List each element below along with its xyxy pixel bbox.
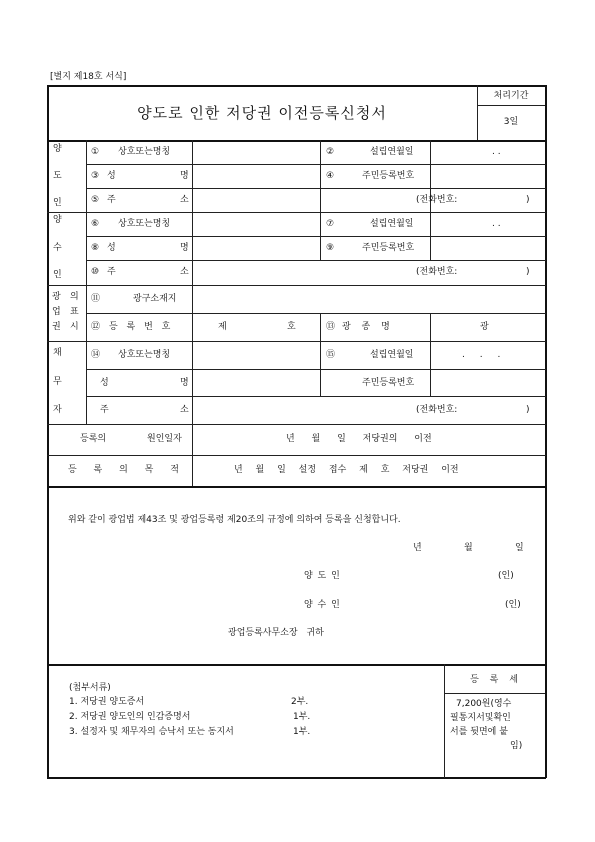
field-label: 주민등록번호 xyxy=(362,243,415,253)
date-month[interactable]: 월 xyxy=(464,543,473,553)
field-label: 상호또는명칭 xyxy=(118,219,171,229)
field-label: 명 xyxy=(180,378,189,388)
date-field[interactable]: . . xyxy=(492,219,501,229)
field-number: ⑫ xyxy=(91,322,101,332)
field-number: ⑮ xyxy=(326,350,336,360)
section-label: 자 xyxy=(53,405,62,415)
fee-line: 필통지서및확인 xyxy=(450,713,511,723)
field-label: 광 종 명 xyxy=(342,322,394,332)
section-label: 인 xyxy=(53,270,62,280)
field-number: ③ xyxy=(91,171,100,181)
field-number: ④ xyxy=(326,171,335,181)
date-field[interactable]: . . . xyxy=(462,350,507,360)
section-label: 광 xyxy=(52,292,61,302)
section-label: 도 xyxy=(53,171,62,181)
field-label: 주 xyxy=(107,267,116,277)
section-label: 시 xyxy=(70,322,79,332)
field-label: 명 xyxy=(180,171,189,181)
reg-purpose-label: 등 록 의 목 적 xyxy=(68,465,179,475)
reg-cause-value[interactable]: 년 월 일 저당권의 이전 xyxy=(286,434,432,444)
phone-close: ) xyxy=(526,405,530,415)
field-number: ⑤ xyxy=(91,195,100,205)
field-number: ⑥ xyxy=(91,219,100,229)
section-label: 의 xyxy=(70,292,79,302)
field-label: 성 xyxy=(100,378,109,388)
addressee: 광업등록사무소장 귀하 xyxy=(228,628,324,638)
reg-no-suffix: 호 xyxy=(287,322,296,332)
reg-cause-label: 원인일자 xyxy=(147,434,182,444)
frame-top xyxy=(47,85,546,87)
frame-bottom xyxy=(47,777,546,779)
field-number: ① xyxy=(91,147,100,157)
phone-close: ) xyxy=(526,267,530,277)
section-label: 표 xyxy=(70,307,79,317)
frame-left xyxy=(47,85,49,778)
section-label: 무 xyxy=(53,377,62,387)
section-label: 채 xyxy=(53,348,62,358)
date-year[interactable]: 년 xyxy=(413,543,422,553)
attachment-item: 1. 저당권 양도증서 xyxy=(69,697,145,707)
field-number: ⑬ xyxy=(326,322,336,332)
transferee-seal[interactable]: (인) xyxy=(505,600,521,610)
fee-line: 7,200원(영수 xyxy=(456,699,512,709)
field-label: 소 xyxy=(180,405,189,415)
field-label: 주민등록번호 xyxy=(362,171,415,181)
field-label: 설립연월일 xyxy=(370,219,414,229)
field-label: 소 xyxy=(180,267,189,277)
field-label: 주민등록번호 xyxy=(362,378,415,388)
reg-cause-label: 등록의 xyxy=(80,434,107,444)
field-label: 성 xyxy=(107,171,116,181)
field-label: 상호또는명칭 xyxy=(118,147,171,157)
field-label: 설립연월일 xyxy=(370,350,414,360)
fee-line: 서를 뒷면에 붙 xyxy=(450,727,508,737)
field-number: ⑨ xyxy=(326,243,335,253)
section-label: 수 xyxy=(53,243,62,253)
field-label: 설립연월일 xyxy=(370,147,414,157)
field-number: ⑦ xyxy=(326,219,335,229)
section-label: 인 xyxy=(53,198,62,208)
field-number: ⑪ xyxy=(91,294,101,304)
transferee-signer: 양 수 인 xyxy=(304,600,340,610)
form-title: 양도로 인한 저당권 이전등록신청서 xyxy=(137,104,387,122)
phone-label: (전화번호: xyxy=(416,267,458,277)
field-number: ⑭ xyxy=(91,350,101,360)
section-label: 양 xyxy=(53,215,62,225)
field-label: 성 xyxy=(107,243,116,253)
processing-label: 처리기간 xyxy=(493,91,529,101)
field-label: 주 xyxy=(100,405,109,415)
attachment-count: 2부. xyxy=(291,697,309,707)
field-label: 명 xyxy=(180,243,189,253)
processing-value: 3일 xyxy=(503,117,519,127)
attachment-item: 3. 설정자 및 채무자의 승낙서 또는 동지서 xyxy=(69,727,234,737)
attachment-count: 1부. xyxy=(293,727,311,737)
field-label: 광구소재지 xyxy=(133,294,177,304)
field-label: 소 xyxy=(180,195,189,205)
transferor-seal[interactable]: (인) xyxy=(498,571,514,581)
section-label: 업 xyxy=(52,307,61,317)
reg-no-prefix: 제 xyxy=(218,322,227,332)
transferor-signer: 양 도 인 xyxy=(304,571,340,581)
phone-label: (전화번호: xyxy=(416,405,458,415)
fee-line: 임) xyxy=(510,741,523,751)
attachments-header: (첨부서류) xyxy=(69,683,111,693)
reg-purpose-value[interactable]: 년 월 일 설정 접수 제 호 저당권 이전 xyxy=(234,465,459,475)
section-label: 권 xyxy=(52,322,61,332)
field-label: 상호또는명칭 xyxy=(118,350,171,360)
form-id: [별지 제18호 서식] xyxy=(50,72,127,82)
field-label: 주 xyxy=(107,195,116,205)
attachment-count: 1부. xyxy=(293,712,311,722)
mineral-suffix: 광 xyxy=(480,322,489,332)
date-field[interactable]: . . xyxy=(492,147,501,157)
section-label: 양 xyxy=(53,144,62,154)
field-number: ② xyxy=(326,147,335,157)
field-number: ⑧ xyxy=(91,243,100,253)
field-label: 등 록 번 호 xyxy=(109,322,174,332)
phone-close: ) xyxy=(526,195,530,205)
attachment-item: 2. 저당권 양도인의 인감증명서 xyxy=(69,712,191,722)
phone-label: (전화번호: xyxy=(416,195,458,205)
fee-label: 등 록 세 xyxy=(470,675,518,685)
date-day[interactable]: 일 xyxy=(515,543,524,553)
application-statement: 위와 같이 광업법 제43조 및 광업등록령 제20조의 규정에 의하여 등록을 신청합니다. xyxy=(68,515,401,525)
field-number: ⑩ xyxy=(91,267,100,277)
